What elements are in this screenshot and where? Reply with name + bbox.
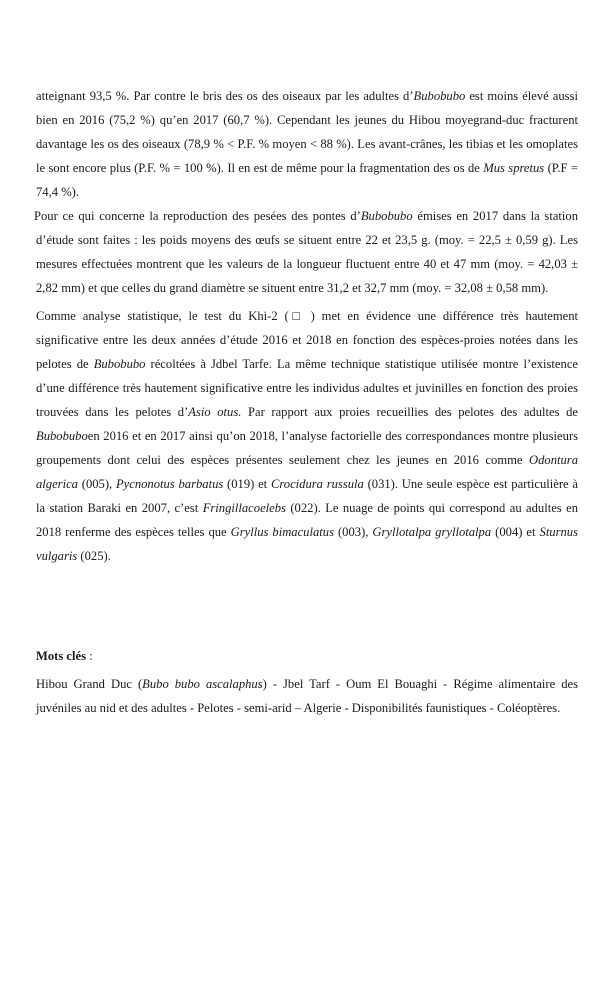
italic-term: Bubo bubo ascalaphus <box>142 677 263 691</box>
keywords-heading <box>36 646 93 666</box>
text-run: (005), <box>77 477 116 491</box>
keywords-text <box>36 672 578 720</box>
italic-term: Sturnus vulgaris <box>36 525 579 563</box>
text-run: (003), <box>333 525 373 539</box>
text-run: (022). Le nuage de points qui correspond au adultes en 2018 renferme des espèces telles que <box>36 501 578 539</box>
italic-term: Pycnonotus barbatus <box>115 477 224 491</box>
text-run: récoltées à Jdbel Tarfe. La même technique statistique utilisée montre l’existence d’une différence très hautement significative entre les individus adultes et juvinilles en fonction des proies trouvées dans les pelotes d’ <box>36 357 578 419</box>
text-run: (P.F = 74,4 %). <box>36 161 579 199</box>
italic-term: Fringillacoelebs <box>202 501 286 515</box>
italic-term: Mus spretus <box>483 161 545 175</box>
keywords-heading-label: Mots clés <box>36 649 87 663</box>
paragraph <box>36 84 578 204</box>
text-run: (025). <box>77 549 111 563</box>
text-run: ) - Jbel Tarf - Oum El Bouaghi - Régime alimentaire des juvéniles au nid et des adultes - Pelotes - semi-arid – Algerie - Disponibilités faunistiques - Coléoptères. <box>36 677 578 715</box>
text-run: en 2016 et en 2017 ainsi qu’on 2018, l’analyse factorielle des correspondances montre plusieurs groupements dont celui des espèces présentes seulement chez les jeunes en 2016 comme <box>36 429 578 467</box>
italic-term: Bubobubo <box>360 209 413 223</box>
text-run: atteignant 93,5 %. Par contre le bris des os des oiseaux par les adultes d’ <box>36 89 414 103</box>
text-run: Hibou Grand Duc ( <box>36 677 143 691</box>
italic-term: Bubobubo <box>93 357 146 371</box>
text-run: (004) et <box>491 525 540 539</box>
italic-term: Gryllotalpa gryllotalpa <box>372 525 492 539</box>
italic-term: Bubobubo <box>36 429 88 443</box>
italic-term: Odontura algerica <box>36 453 578 491</box>
italic-term: Crocidura russula <box>270 477 364 491</box>
italic-term: Gryllus bimaculatus <box>230 525 334 539</box>
text-run: Pour ce qui concerne la reproduction des pesées des pontes d’ <box>34 209 361 223</box>
paragraph <box>36 204 578 300</box>
text-run: (031). Une seule espèce est particulière à la station Baraki en 2007, c’est <box>36 477 578 515</box>
body-text <box>36 84 578 568</box>
text-run: (019) et <box>223 477 271 491</box>
italic-term: Asio otus. <box>188 405 242 419</box>
text-run: Comme analyse statistique, le test du Khi-2 (□ ) met en évidence une différence très hautement significative entre les deux années d’étude 2016 et 2018 en fonction des espèces-proies notées dans les pelotes de <box>36 309 578 371</box>
keywords-heading-colon: : <box>86 649 93 663</box>
paragraph <box>36 304 578 568</box>
text-run: est moins élevé aussi bien en 2016 (75,2 %) qu’en 2017 (60,7 %). Cependant les jeunes du Hibou moyegrand-duc fracturent davantage les os des oiseaux (78,9 % < P.F. % moyen < 88 %). Les avant-crânes, les tibias et les omoplates le sont encore plus (P.F. % = 100 %). Il en est de même pour la fragmentation des os de <box>36 89 578 175</box>
text-run: émises en 2017 dans la station d’étude sont faites : les poids moyens des œufs se situent entre 22 et 23,5 g. (moy. = 22,5 ± 0,59 g). Les mesures effectuées montrent que les valeurs de la longueur fluctuent entre 40 et 47 mm (moy. = 42,03 ± 2,82 mm) et que celles du grand diamètre se situent entre 31,2 et 32,7 mm (moy. = 32,08 ± 0,58 mm). <box>36 209 578 295</box>
italic-term: Bubobubo <box>413 89 466 103</box>
text-run: Par rapport aux proies recueillies des pelotes des adultes de <box>241 405 578 419</box>
